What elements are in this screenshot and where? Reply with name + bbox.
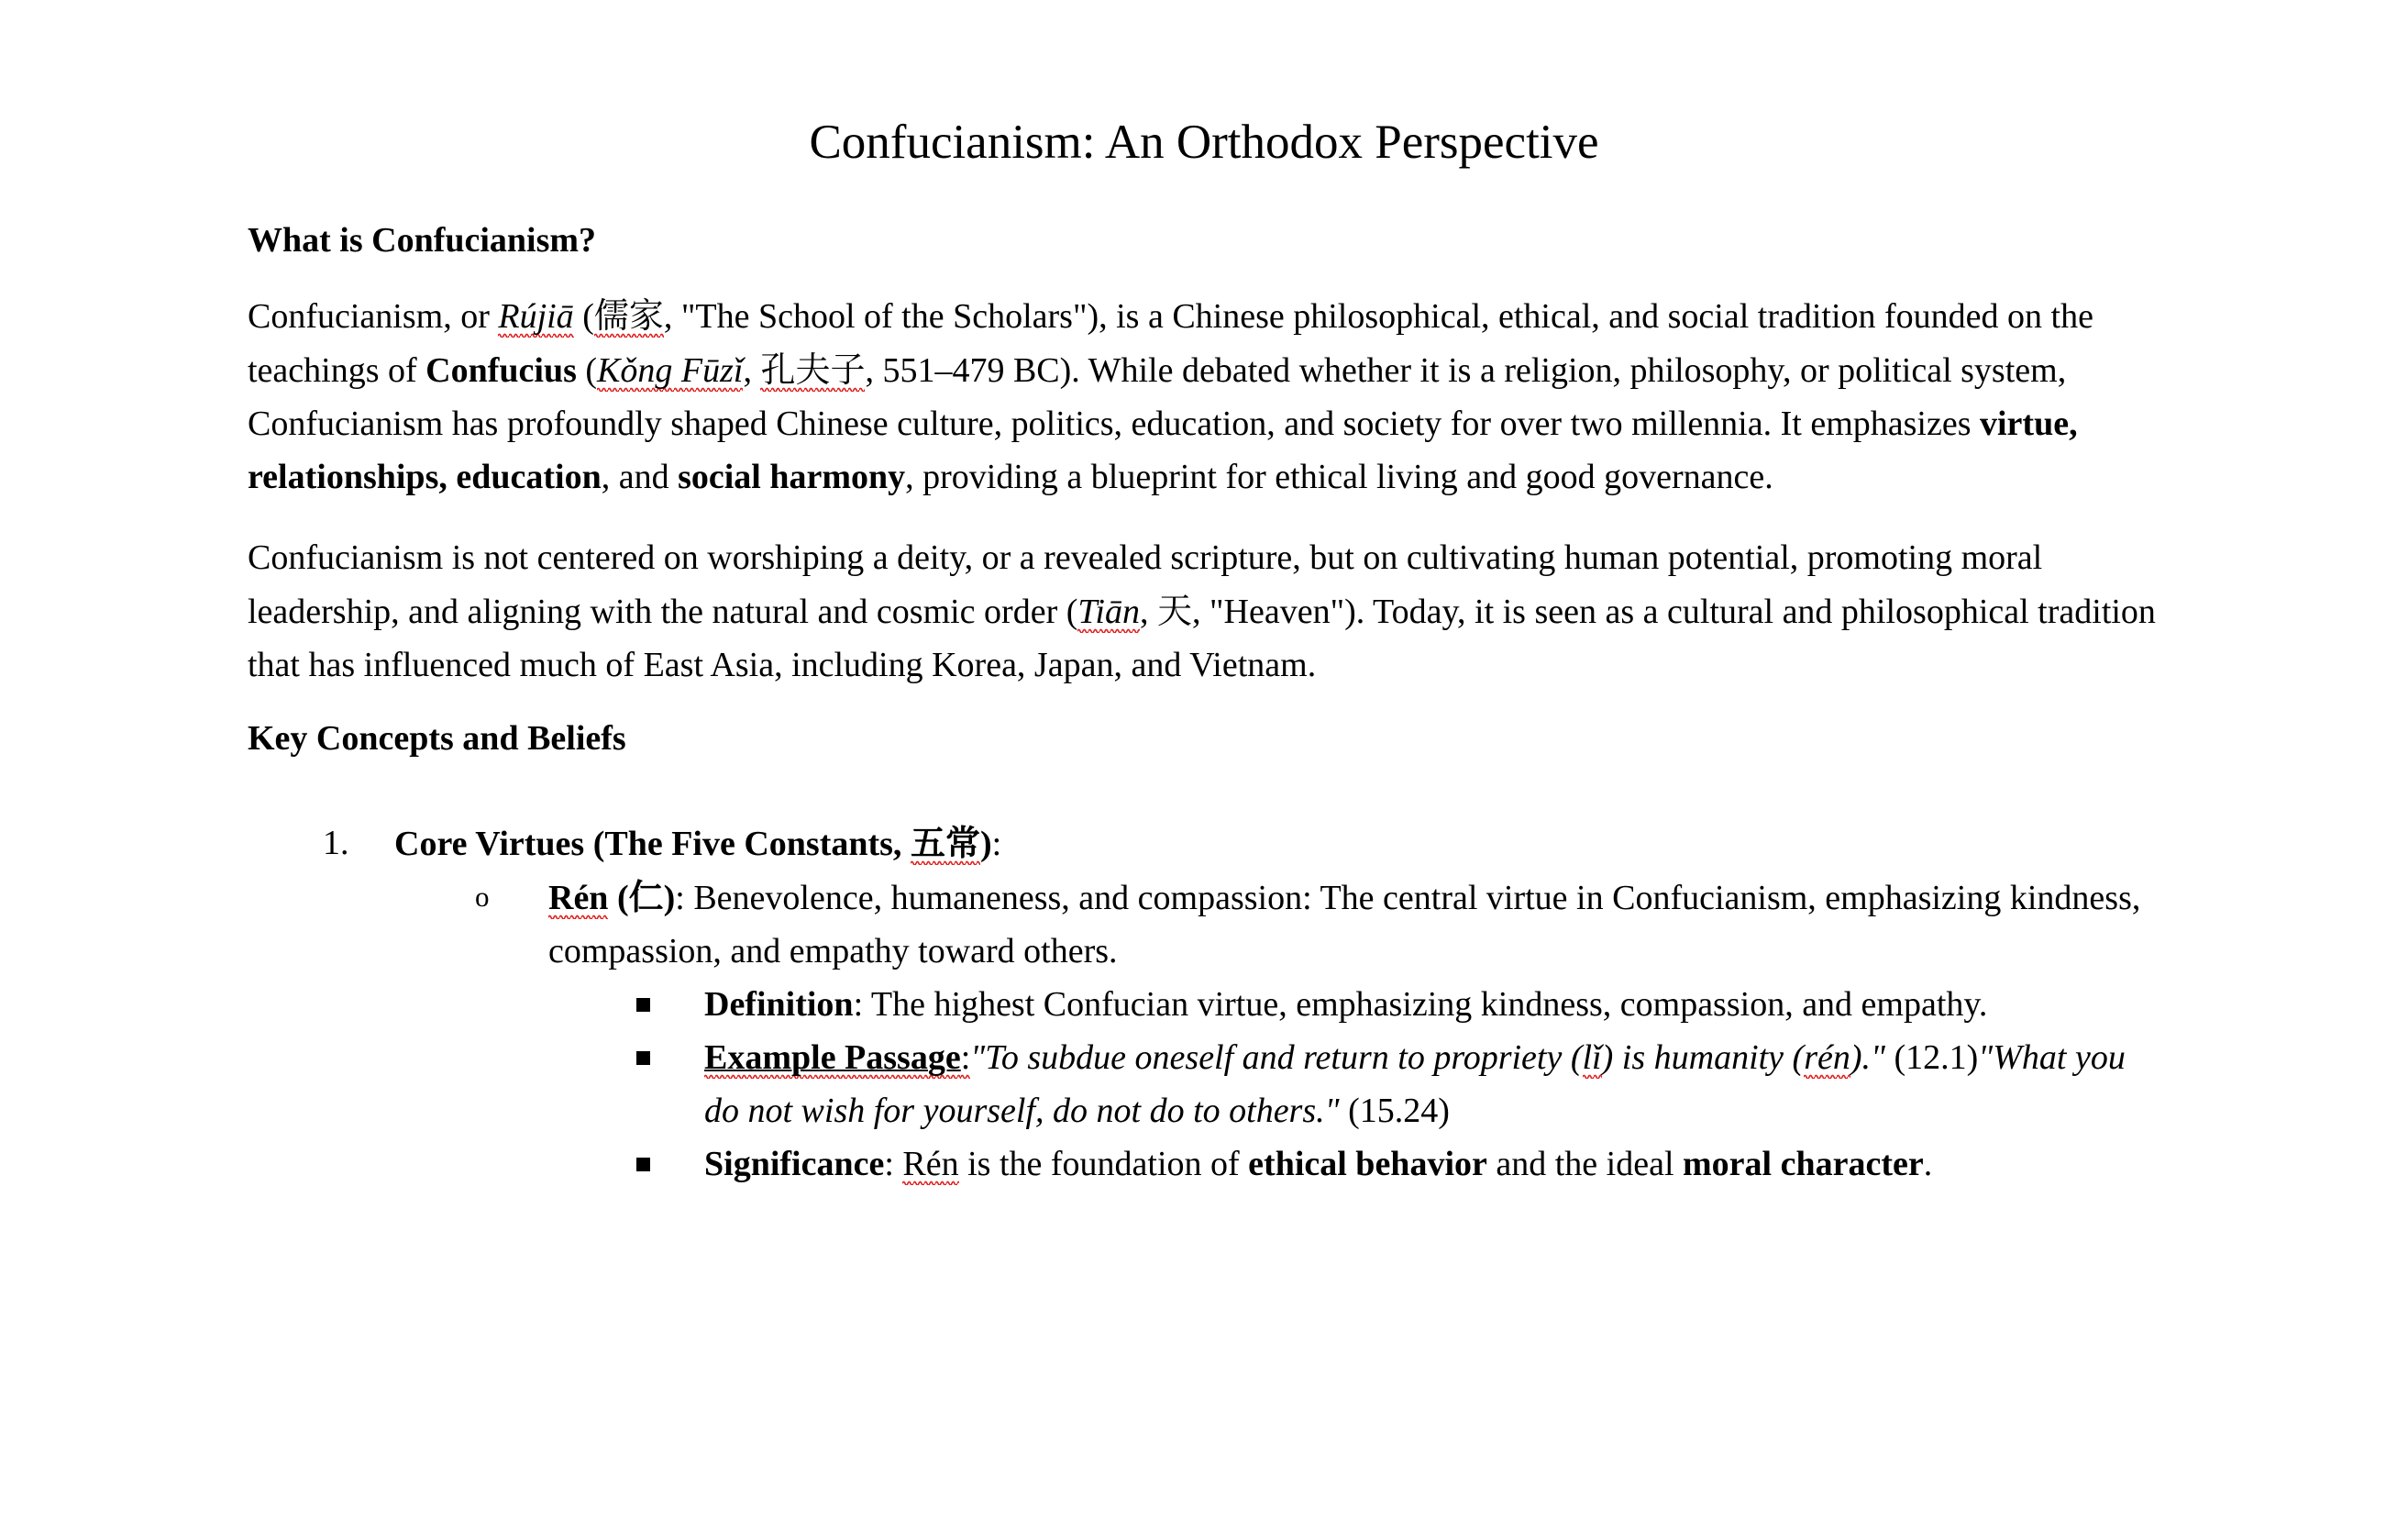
list-item-ren bbox=[394, 870, 2160, 1191]
spellcheck-underline bbox=[910, 822, 980, 867]
paragraph-what-is-confucianism-1: Confucianism, or Rújiā (儒家, "The School of the Scholars"), is a Chinese philosophical, ethical, and social tradition founded on the teachings of Confucius (Kǒng Fūzǐ, 孔夫子, 551–479 BC). While debated whether it is a religion, philosophy, or political system, Confucianism has profoundly shaped Chinese culture, politics, education, and society for over two millennia. It emphasizes virtue, relationships, education, and social harmony, providing a blueprint for ethical living and good governance. bbox=[248, 294, 2093, 496]
list-item-example-passage bbox=[548, 1031, 2160, 1137]
list-item-definition bbox=[548, 978, 2160, 1031]
section-heading-key-concepts: Key Concepts and Beliefs bbox=[248, 718, 626, 758]
list-item-text: Definition: The highest Confucian virtue, emphasizing kindness, compassion, and empathy. bbox=[704, 984, 1988, 1024]
list-marker-number: 1. bbox=[323, 823, 349, 862]
spellcheck-underline: Kǒng Fūzǐ bbox=[597, 351, 743, 394]
list-item-title: Core Virtues (The Five Constants, 五常): bbox=[394, 816, 2160, 870]
list-item-text: Significance: Rén is the foundation of ethical behavior and the ideal moral character. bbox=[704, 1137, 2160, 1191]
list-item-text: Example Passage:"To subdue oneself and return to propriety (lǐ) is humanity (rén)." (12.1)"What you do not wish for yourself, do not do to others." (15.24) bbox=[704, 1037, 2126, 1130]
cjk-text: 仁 bbox=[628, 876, 664, 917]
square-bullet-icon bbox=[636, 1051, 650, 1065]
spacer bbox=[248, 261, 2160, 289]
key-concepts-list bbox=[248, 816, 2160, 1191]
spacer bbox=[248, 169, 2160, 221]
spellcheck-underline: Rén bbox=[902, 1145, 958, 1187]
list-item-significance bbox=[548, 1137, 2160, 1191]
ren-detail-list bbox=[548, 978, 2160, 1191]
spacer bbox=[248, 692, 2160, 719]
paragraph-what-is-confucianism-2: Confucianism is not centered on worshiping a deity, or a revealed scripture, but on cultivating human potential, promoting moral leadership, and aligning with the natural and cosmic order (Tiān, 天, "Heaven"). Today, it is seen as a cultural and philosophical tradition that has influenced much of East Asia, including Korea, Japan, and Vietnam. bbox=[248, 538, 2156, 684]
spellcheck-underline: Rén bbox=[548, 879, 608, 921]
spellcheck-underline: Example Passage bbox=[704, 1038, 961, 1081]
square-bullet-icon bbox=[636, 998, 650, 1012]
list-item-text: Rén (仁): Benevolence, humaneness, and compassion: The central virtue in Confucianism, emphasizing kindness, compassion, and empathy toward others. bbox=[548, 876, 2141, 970]
spellcheck-underline: rén bbox=[1804, 1038, 1850, 1081]
spellcheck-underline: : bbox=[961, 1038, 971, 1081]
cjk-text: 孔夫子 bbox=[760, 349, 866, 390]
list-item-core-virtues bbox=[248, 816, 2160, 1191]
spellcheck-underline bbox=[593, 294, 664, 339]
list-marker-circle: o bbox=[475, 880, 490, 913]
cjk-text: 天 bbox=[1157, 590, 1193, 631]
spellcheck-underline: Rújiā bbox=[498, 297, 573, 339]
spellcheck-underline: Tiān bbox=[1077, 593, 1140, 635]
cjk-text: 儒家 bbox=[593, 294, 664, 336]
spacer bbox=[248, 504, 2160, 531]
cjk-text: 五常 bbox=[910, 822, 980, 863]
page-title: Confucianism: An Orthodox Perspective bbox=[809, 116, 1599, 169]
core-virtues-sublist bbox=[394, 870, 2160, 1191]
section-heading-what-is-confucianism: What is Confucianism? bbox=[248, 221, 597, 261]
spellcheck-underline: lǐ bbox=[1583, 1038, 1602, 1081]
spacer bbox=[248, 760, 2160, 816]
square-bullet-icon bbox=[636, 1158, 650, 1171]
spellcheck-underline bbox=[760, 351, 865, 394]
